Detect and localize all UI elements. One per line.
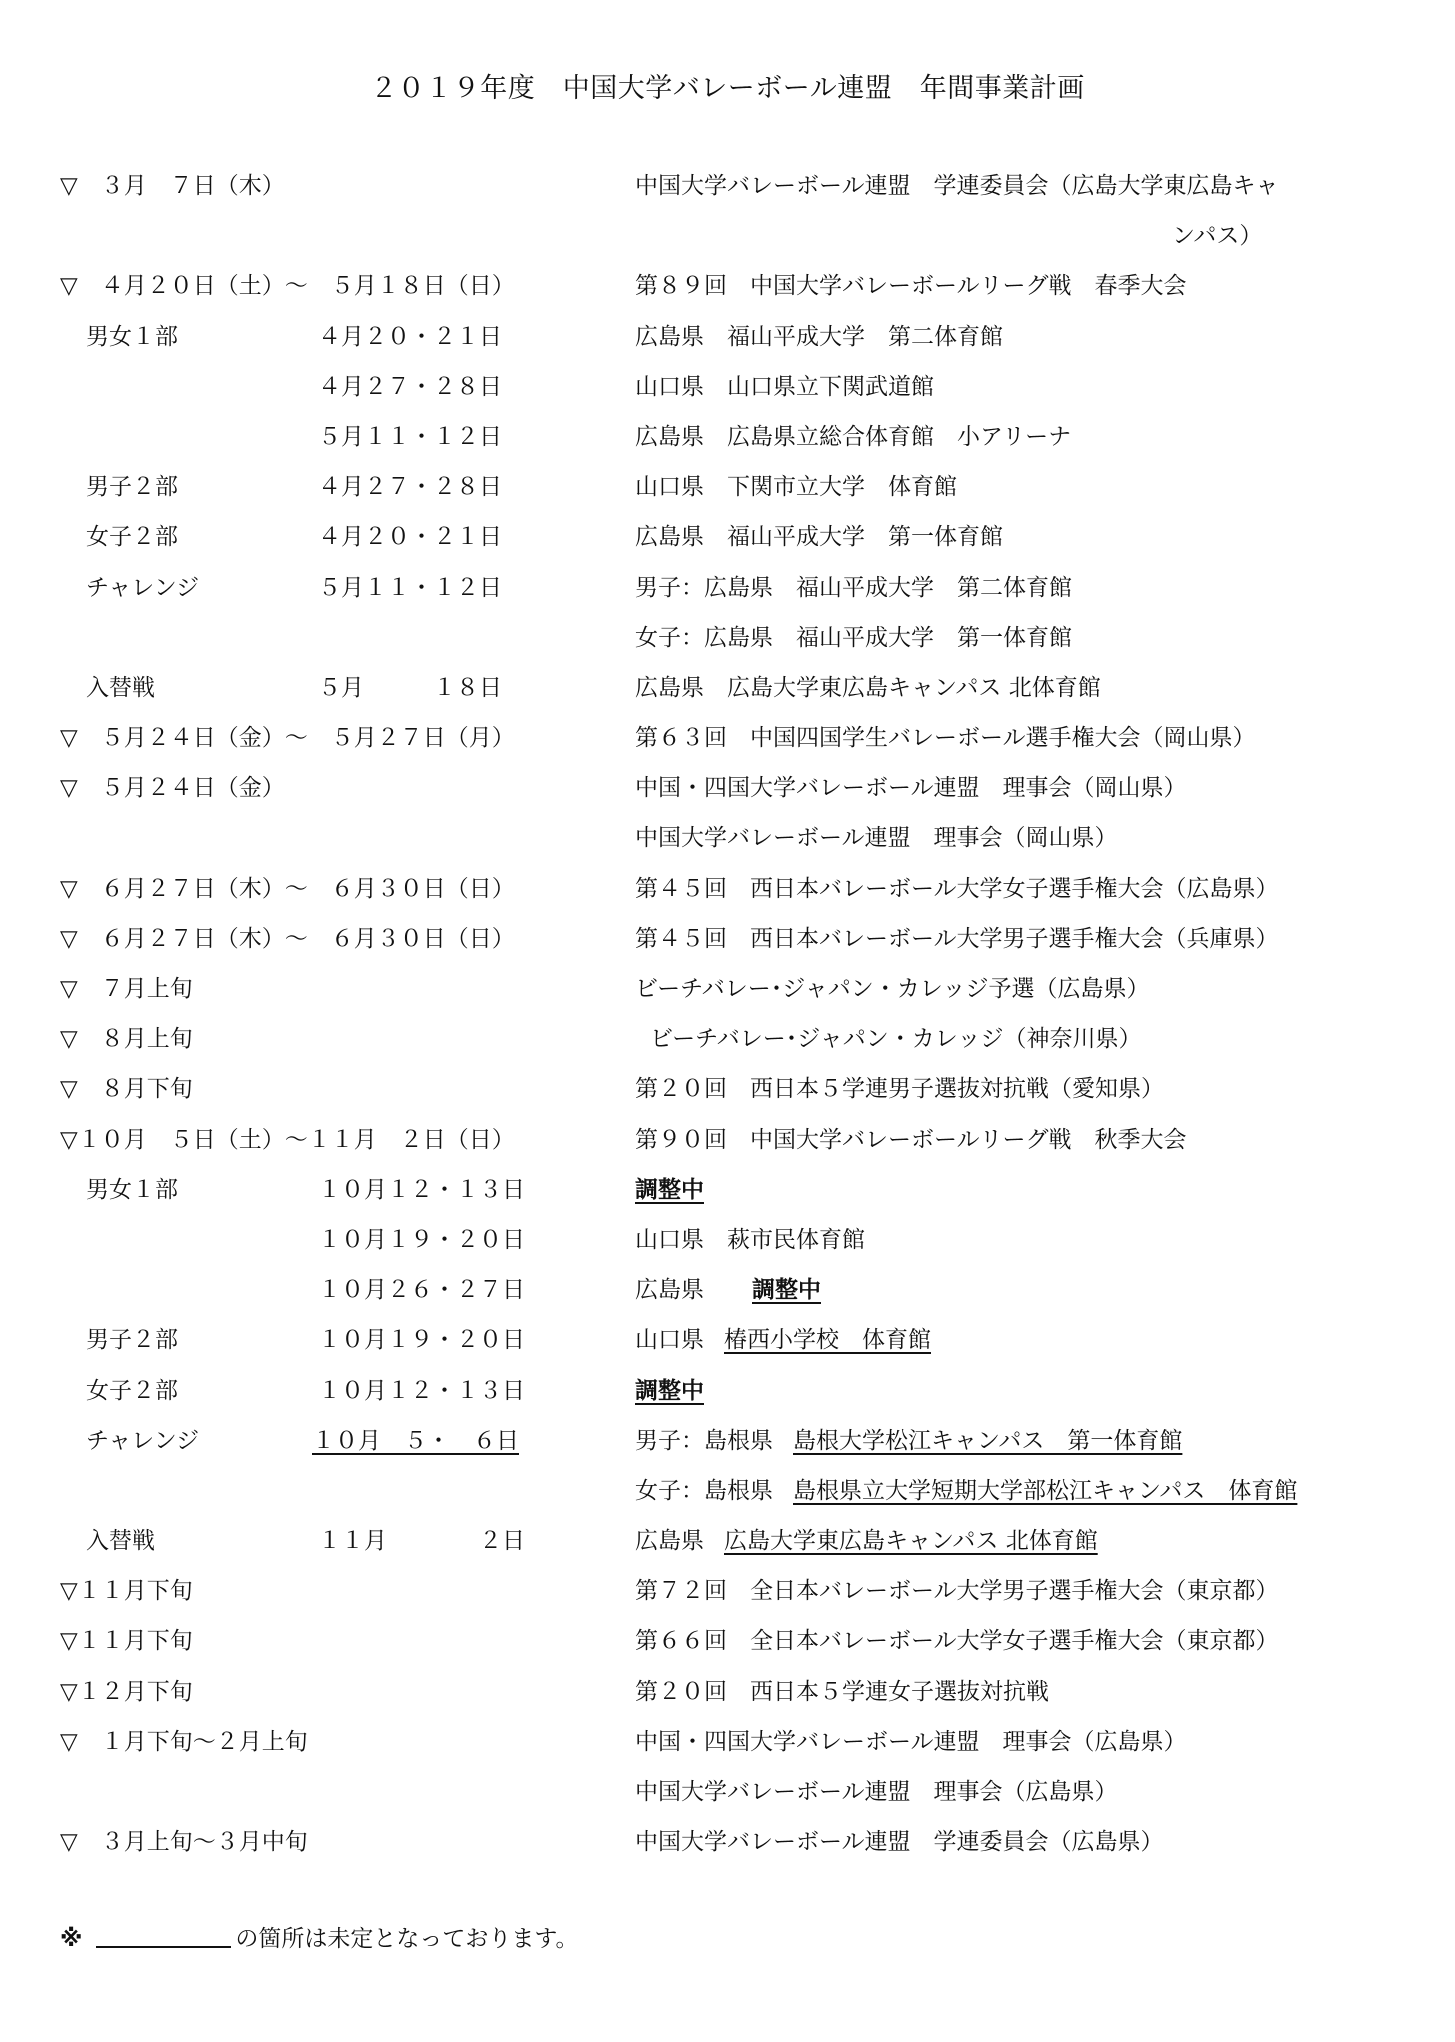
event-description: 中国大学バレーボール連盟 理事会（岡山県） [635,825,1118,852]
venue: 女子：広島県 福山平成大学 第一体育館 [635,624,1072,651]
division-label: 男子２部 [86,474,178,501]
match-days: ４月２７・２８日 [318,474,502,501]
event-date: ▽ １月下旬～２月上旬 [60,1728,308,1755]
event-description: 第９０回 中国大学バレーボールリーグ戦 秋季大会 [635,1126,1187,1153]
match-days: ５月１１・１２日 [318,574,502,601]
schedule-row [0,215,1455,265]
schedule-row [0,1018,1455,1068]
division-label: チャレンジ [86,574,200,601]
schedule-row [0,1219,1455,1269]
event-date: ▽ ６月２７日（木）～ ６月３０日（日） [60,925,515,952]
schedule-row [0,1119,1455,1169]
schedule-row [0,1169,1455,1219]
venue-with-tbd [635,1269,849,1311]
event-description: 第４５回 西日本バレーボール大学男子選手権大会（兵庫県） [635,925,1279,952]
venue: 広島県 広島大学東広島キャンパス 北体育館 [635,674,1101,701]
schedule-row [0,1771,1455,1821]
event-description: 第４５回 西日本バレーボール大学女子選手権大会（広島県） [635,875,1279,902]
schedule-row [0,1821,1455,1871]
schedule-row [0,1269,1455,1319]
note-text: の箇所は未定となっております。 [235,1926,579,1952]
undecided-venue: 島根県立大学短期大学部松江キャンパス 体育館 [793,1477,1298,1504]
venue: 山口県 下関市立大学 体育館 [635,474,957,501]
match-days: １１月 ２日 [318,1528,525,1555]
undecided-venue: 島根大学松江キャンパス 第一体育館 [793,1427,1183,1454]
undecided-venue: 広島大学東広島キャンパス 北体育館 [724,1528,1098,1555]
schedule-row [0,1420,1455,1470]
page-title: ２０１９年度 中国大学バレーボール連盟 年間事業計画 [370,73,1085,104]
schedule-row [0,717,1455,767]
schedule-row [0,1570,1455,1620]
event-date: ▽ ４月２０日（土）～ ５月１８日（日） [60,273,515,300]
schedule-row [0,316,1455,366]
schedule-row [0,918,1455,968]
venue-with-prefix [635,1319,931,1361]
tbd-venue: 調整中 [635,1176,704,1203]
event-date: ▽ ３月 ７日（木） [60,173,285,199]
schedule-row [0,1721,1455,1771]
schedule-row [0,1370,1455,1420]
schedule-row [0,1620,1455,1670]
event-description: ビーチバレー･ジャパン・カレッジ予選（広島県） [635,976,1150,1002]
schedule-row [0,817,1455,867]
venue-with-prefix [635,1470,1297,1512]
event-date: ▽１２月下旬 [60,1678,193,1705]
schedule-row [0,617,1455,667]
schedule-row [0,1470,1455,1520]
division-label: 女子２部 [86,524,178,551]
event-description: 第２０回 西日本５学連男子選抜対抗戦（愛知県） [635,1076,1164,1103]
prefecture: 山口県 [635,1327,704,1354]
match-days: ４月２０・２１日 [318,323,502,350]
event-date: ▽ ６月２７日（木）～ ６月３０日（日） [60,875,515,902]
match-days: １０月１２・１３日 [318,1377,525,1404]
prefecture: 広島県 [635,1528,704,1555]
division-label: 入替戦 [86,674,155,701]
schedule-row [0,667,1455,717]
schedule-row [0,165,1455,215]
event-date: ▽ ３月上旬～３月中旬 [60,1829,308,1856]
note-mark: ※ [60,1926,83,1952]
tbd-venue: 調整中 [752,1277,821,1304]
venue: 広島県 福山平成大学 第二体育館 [635,323,1003,350]
schedule-row [0,516,1455,566]
event-description: 第８９回 中国大学バレーボールリーグ戦 春季大会 [635,273,1187,300]
event-description: 第２０回 西日本５学連女子選抜対抗戦 [635,1678,1049,1705]
event-description: ンパス） [1172,223,1263,250]
event-description: 中国・四国大学バレーボール連盟 理事会（岡山県） [635,775,1187,802]
match-days: ４月２０・２１日 [318,524,502,551]
underline-sample [96,1918,231,1948]
event-date: ▽１０月 ５日（土）～１１月 ２日（日） [60,1126,515,1153]
division-label: チャレンジ [86,1427,200,1454]
division-label: 女子２部 [86,1377,178,1404]
division-label: 入替戦 [86,1528,155,1555]
undecided-venue: 椿西小学校 体育館 [724,1327,931,1354]
division-label: 男子２部 [86,1327,178,1354]
schedule-row [0,1068,1455,1118]
venue-with-prefix [635,1520,1098,1562]
schedule-row [0,366,1455,416]
match-days: ５月 １８日 [318,674,502,701]
match-days: ４月２７・２８日 [318,373,502,400]
event-date: ▽ ７月上旬 [60,976,193,1002]
schedule-row [0,868,1455,918]
schedule-row [0,265,1455,315]
schedule-row [0,416,1455,466]
division-label: 男女１部 [86,323,178,350]
event-date: ▽ ８月上旬 [60,1026,193,1053]
event-description: 第７２回 全日本バレーボール大学男子選手権大会（東京都） [635,1578,1279,1605]
event-description: 第６３回 中国四国学生バレーボール選手権大会（岡山県） [635,725,1256,752]
match-days: １０月１９・２０日 [318,1327,525,1354]
schedule-row [0,767,1455,817]
match-days: １０月１２・１３日 [318,1176,525,1203]
venue: 男子：広島県 福山平成大学 第二体育館 [635,574,1072,601]
match-days: １０月２６・２７日 [318,1277,525,1304]
tbd-venue: 調整中 [635,1377,704,1404]
event-date: ▽１１月下旬 [60,1578,193,1605]
match-days: ５月１１・１２日 [318,423,502,450]
division-label: 男女１部 [86,1176,178,1203]
footnote [60,1918,579,1960]
event-date: ▽１１月下旬 [60,1628,193,1655]
schedule-row [0,567,1455,617]
schedule-row [0,1319,1455,1369]
prefecture: 広島県 [635,1277,704,1304]
prefecture: 女子：島根県 [635,1477,773,1504]
schedule-row [0,1671,1455,1721]
venue: 山口県 萩市民体育館 [635,1226,865,1253]
event-date: ▽ ８月下旬 [60,1076,193,1103]
match-days: １０月 ５・ ６日 [312,1427,519,1454]
venue: 広島県 広島県立総合体育館 小アリーナ [635,423,1072,450]
schedule-row [0,466,1455,516]
event-description: 中国大学バレーボール連盟 理事会（広島県） [635,1779,1118,1805]
venue: 広島県 福山平成大学 第一体育館 [635,524,1003,551]
event-description: 中国・四国大学バレーボール連盟 理事会（広島県） [635,1728,1187,1755]
schedule-list [0,165,1455,1871]
schedule-row [0,968,1455,1018]
venue-with-prefix [635,1420,1182,1462]
match-days: １０月１９・２０日 [318,1226,525,1253]
event-description: 中国大学バレーボール連盟 学連委員会（広島県） [635,1829,1164,1856]
venue: 山口県 山口県立下関武道館 [635,373,934,400]
schedule-row [0,1520,1455,1570]
event-description: 中国大学バレーボール連盟 学連委員会（広島大学東広島キャ [635,173,1279,199]
event-description: ビーチバレー･ジャパン・カレッジ（神奈川県） [650,1026,1142,1053]
event-date: ▽ ５月２４日（金）～ ５月２７日（月） [60,725,515,752]
event-description: 第６６回 全日本バレーボール大学女子選手権大会（東京都） [635,1628,1279,1655]
event-date: ▽ ５月２４日（金） [60,775,285,802]
prefecture: 男子：島根県 [635,1427,773,1454]
